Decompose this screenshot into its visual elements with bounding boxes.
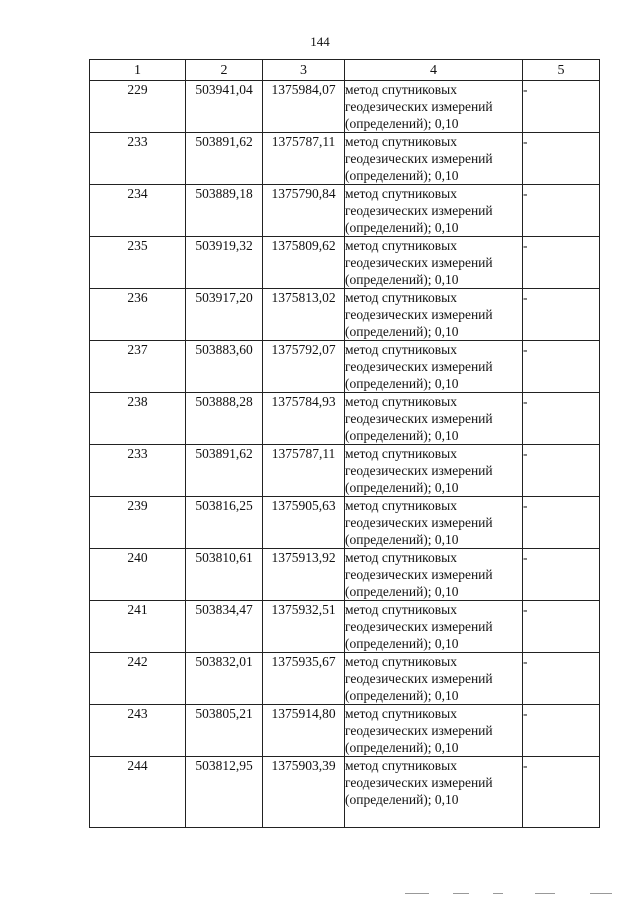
method-cell: [345, 549, 523, 601]
table-row: [90, 81, 600, 133]
note-cell: -: [523, 81, 600, 133]
note-cell: -: [523, 705, 600, 757]
point-number-cell: 237: [90, 341, 186, 393]
method-line: метод спутниковых: [345, 706, 457, 721]
point-number-cell: 234: [90, 185, 186, 237]
x-coordinate-cell: 503919,32: [186, 237, 263, 289]
scan-artifact-marks: [405, 893, 625, 899]
point-number-cell: 229: [90, 81, 186, 133]
method-line: (определений); 0,10: [345, 324, 459, 339]
point-number-cell: 233: [90, 133, 186, 185]
method-cell: [345, 341, 523, 393]
method-line: метод спутниковых: [345, 82, 457, 97]
point-number-cell: 240: [90, 549, 186, 601]
method-line: геодезических измерений: [345, 411, 493, 426]
method-line: геодезических измерений: [345, 723, 493, 738]
method-cell: [345, 289, 523, 341]
table-row: [90, 185, 600, 237]
table-row: [90, 497, 600, 549]
method-line: геодезических измерений: [345, 359, 493, 374]
y-coordinate-cell: 1375792,07: [263, 341, 345, 393]
table-row: [90, 705, 600, 757]
table-row: [90, 601, 600, 653]
header-col-3: 3: [263, 60, 345, 81]
point-number-cell: 243: [90, 705, 186, 757]
method-cell: [345, 185, 523, 237]
method-line: метод спутниковых: [345, 550, 457, 565]
method-cell: [345, 445, 523, 497]
method-line: (определений); 0,10: [345, 272, 459, 287]
method-line: метод спутниковых: [345, 186, 457, 201]
x-coordinate-cell: 503834,47: [186, 601, 263, 653]
method-line: (определений); 0,10: [345, 428, 459, 443]
point-number-cell: 244: [90, 757, 186, 828]
x-coordinate-cell: 503805,21: [186, 705, 263, 757]
note-cell: -: [523, 341, 600, 393]
method-line: геодезических измерений: [345, 775, 493, 790]
table-row: [90, 341, 600, 393]
method-cell: [345, 81, 523, 133]
note-cell: -: [523, 445, 600, 497]
note-cell: -: [523, 653, 600, 705]
table-header-row: [90, 60, 600, 81]
method-line: (определений); 0,10: [345, 480, 459, 495]
point-number-cell: 241: [90, 601, 186, 653]
method-line: (определений); 0,10: [345, 636, 459, 651]
x-coordinate-cell: 503816,25: [186, 497, 263, 549]
y-coordinate-cell: 1375813,02: [263, 289, 345, 341]
x-coordinate-cell: 503891,62: [186, 133, 263, 185]
note-cell: -: [523, 289, 600, 341]
y-coordinate-cell: 1375935,67: [263, 653, 345, 705]
note-cell: -: [523, 237, 600, 289]
note-cell: -: [523, 393, 600, 445]
table-row: [90, 653, 600, 705]
y-coordinate-cell: 1375787,11: [263, 445, 345, 497]
method-line: метод спутниковых: [345, 394, 457, 409]
table-row: [90, 289, 600, 341]
y-coordinate-cell: 1375784,93: [263, 393, 345, 445]
method-line: (определений); 0,10: [345, 168, 459, 183]
method-line: метод спутниковых: [345, 134, 457, 149]
y-coordinate-cell: 1375787,11: [263, 133, 345, 185]
x-coordinate-cell: 503888,28: [186, 393, 263, 445]
x-coordinate-cell: 503917,20: [186, 289, 263, 341]
method-line: (определений); 0,10: [345, 116, 459, 131]
method-cell: [345, 757, 523, 828]
page-number: 144: [310, 34, 330, 49]
method-line: геодезических измерений: [345, 203, 493, 218]
method-line: (определений); 0,10: [345, 532, 459, 547]
y-coordinate-cell: 1375932,51: [263, 601, 345, 653]
method-cell: [345, 133, 523, 185]
header-col-1: 1: [90, 60, 186, 81]
method-line: метод спутниковых: [345, 342, 457, 357]
method-line: геодезических измерений: [345, 463, 493, 478]
method-cell: [345, 653, 523, 705]
x-coordinate-cell: 503941,04: [186, 81, 263, 133]
x-coordinate-cell: 503810,61: [186, 549, 263, 601]
table-row: [90, 237, 600, 289]
table-body: [90, 81, 600, 828]
method-cell: [345, 237, 523, 289]
header-col-2: 2: [186, 60, 263, 81]
y-coordinate-cell: 1375914,80: [263, 705, 345, 757]
point-number-cell: 235: [90, 237, 186, 289]
method-line: (определений); 0,10: [345, 688, 459, 703]
method-line: метод спутниковых: [345, 446, 457, 461]
point-number-cell: 239: [90, 497, 186, 549]
note-cell: -: [523, 601, 600, 653]
coordinates-table: [89, 59, 600, 828]
header-col-4: 4: [345, 60, 523, 81]
method-line: геодезических измерений: [345, 671, 493, 686]
method-line: метод спутниковых: [345, 602, 457, 617]
table-row: [90, 393, 600, 445]
method-cell: [345, 497, 523, 549]
note-cell: -: [523, 185, 600, 237]
x-coordinate-cell: 503891,62: [186, 445, 263, 497]
table-row: [90, 549, 600, 601]
method-line: (определений); 0,10: [345, 220, 459, 235]
header-col-5: 5: [523, 60, 600, 81]
y-coordinate-cell: 1375903,39: [263, 757, 345, 828]
method-line: геодезических измерений: [345, 307, 493, 322]
note-cell: -: [523, 549, 600, 601]
method-line: геодезических измерений: [345, 151, 493, 166]
x-coordinate-cell: 503832,01: [186, 653, 263, 705]
method-line: метод спутниковых: [345, 758, 457, 773]
note-cell: -: [523, 497, 600, 549]
point-number-cell: 238: [90, 393, 186, 445]
y-coordinate-cell: 1375913,92: [263, 549, 345, 601]
method-cell: [345, 705, 523, 757]
point-number-cell: 233: [90, 445, 186, 497]
method-line: метод спутниковых: [345, 238, 457, 253]
table-row: [90, 133, 600, 185]
x-coordinate-cell: 503889,18: [186, 185, 263, 237]
y-coordinate-cell: 1375809,62: [263, 237, 345, 289]
note-cell: -: [523, 757, 600, 828]
point-number-cell: 242: [90, 653, 186, 705]
method-line: метод спутниковых: [345, 654, 457, 669]
method-line: (определений); 0,10: [345, 376, 459, 391]
method-cell: [345, 393, 523, 445]
method-line: (определений); 0,10: [345, 740, 459, 755]
note-cell: -: [523, 133, 600, 185]
method-line: геодезических измерений: [345, 619, 493, 634]
point-number-cell: 236: [90, 289, 186, 341]
method-cell: [345, 601, 523, 653]
x-coordinate-cell: 503883,60: [186, 341, 263, 393]
method-line: (определений); 0,10: [345, 584, 459, 599]
method-line: геодезических измерений: [345, 567, 493, 582]
method-line: метод спутниковых: [345, 498, 457, 513]
method-line: геодезических измерений: [345, 99, 493, 114]
y-coordinate-cell: 1375984,07: [263, 81, 345, 133]
method-line: геодезических измерений: [345, 255, 493, 270]
table-row: [90, 757, 600, 828]
y-coordinate-cell: 1375905,63: [263, 497, 345, 549]
method-line: метод спутниковых: [345, 290, 457, 305]
y-coordinate-cell: 1375790,84: [263, 185, 345, 237]
method-line: (определений); 0,10: [345, 792, 459, 807]
table-row: [90, 445, 600, 497]
x-coordinate-cell: 503812,95: [186, 757, 263, 828]
method-line: геодезических измерений: [345, 515, 493, 530]
